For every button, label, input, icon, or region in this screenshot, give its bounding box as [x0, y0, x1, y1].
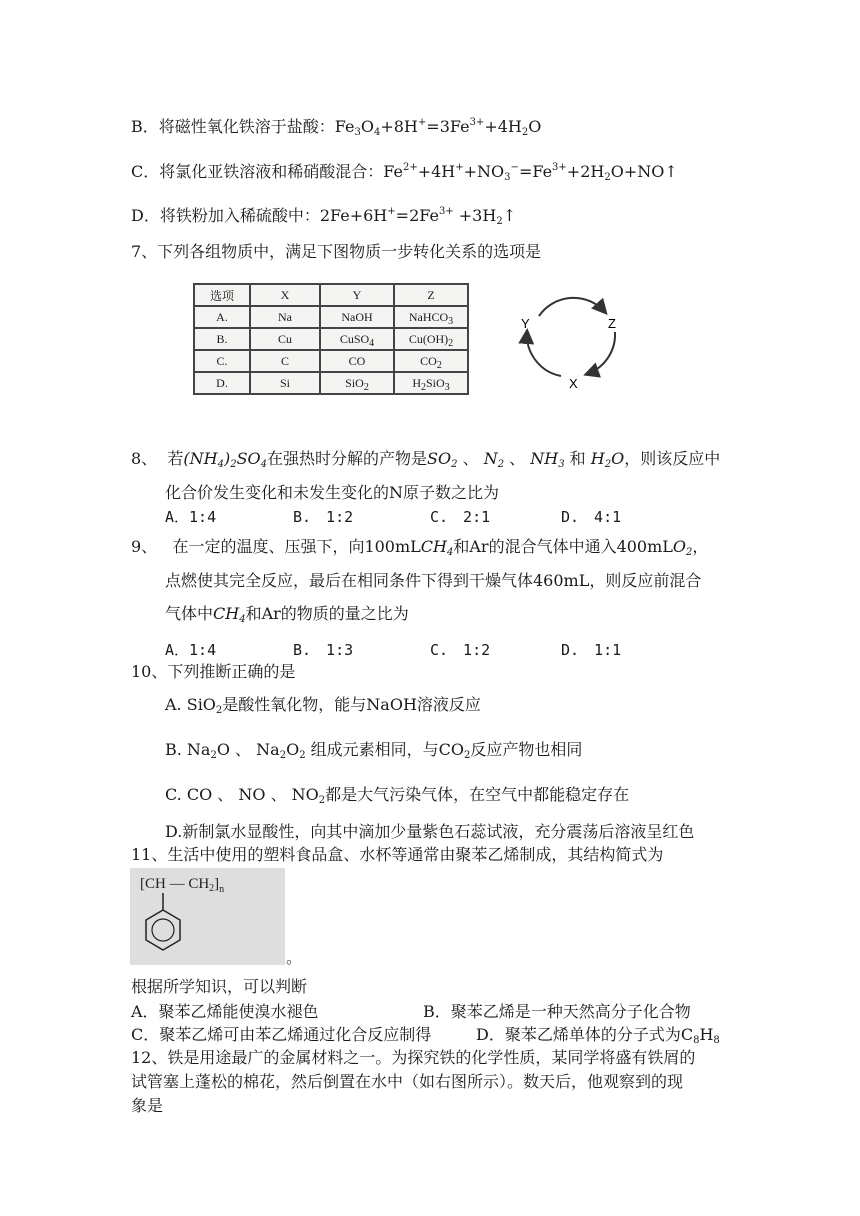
q11-option-b: B．聚苯乙烯是一种天然高分子化合物 — [423, 1002, 691, 1021]
benzene-ring-structure — [130, 868, 285, 965]
structure-formula: [CH — $CH_2]_n$ — [140, 876, 225, 895]
table-header-row — [194, 284, 468, 306]
table-cell: C. — [194, 350, 250, 372]
q8-line2: 化合价发生变化和未发生变化的N原子数之比为 — [165, 483, 500, 502]
table-header-cell: X — [250, 284, 320, 306]
q11-option-c: C．聚苯乙烯可由苯乙烯通过化合反应制得 — [131, 1025, 432, 1044]
q9-option-d: D. 1:1 — [561, 641, 622, 659]
table-cell: NaHCO$_3$ — [394, 306, 468, 328]
q8-text-b: 在强热时分解的产物是 — [267, 449, 428, 468]
q10-stem: 10、下列推断正确的是 — [131, 662, 296, 681]
node-y-label: Y — [521, 316, 530, 331]
q12-line1: 12、铁是用途最广的金属材料之一。为探究铁的化学性质，某同学将盛有铁屑的 — [131, 1048, 696, 1067]
q11-option-a: A．聚苯乙烯能使溴水褪色 — [131, 1002, 319, 1021]
q9-options — [165, 640, 625, 660]
table-cell: Cu — [250, 328, 320, 350]
q8-text-a: 若 — [167, 449, 184, 468]
table-cell: Si — [250, 372, 320, 394]
q10-option-c: C. CO 、 NO 、 $NO_2$都是大气污染气体，在空气中都能稳定存在 — [165, 785, 630, 806]
q6-option-d — [131, 206, 516, 226]
q6-b-text: B．将磁性氧化铁溶于盐酸： — [131, 117, 335, 136]
q7-stem: 7、下列各组物质中，满足下图物质一步转化关系的选项是 — [131, 242, 542, 261]
q6-c-text: C．将氯化亚铁溶液和稀硝酸混合： — [131, 162, 384, 181]
node-z-label: Z — [608, 316, 616, 331]
q9-option-c: C. 1:2 — [430, 641, 491, 659]
benzene-ring — [146, 910, 180, 950]
table-row — [194, 350, 468, 372]
q12-line3: 象是 — [131, 1096, 164, 1115]
conversion-cycle-diagram — [505, 288, 640, 396]
table-cell: A. — [194, 306, 250, 328]
q11-end-mark: 。 — [286, 948, 303, 967]
table-cell: NaOH — [320, 306, 394, 328]
q9-line1: 9、 在一定的温度、压强下，向100mLCH$_4$和Ar的混合气体中通入400mLO$_2$， — [131, 537, 709, 558]
table-cell: Na — [250, 306, 320, 328]
table-cell: C — [250, 350, 320, 372]
q6-b-equation: $Fe_3O_4+8H^+=3Fe^{3+}+4H_2O$ — [334, 117, 542, 138]
table-cell: D. — [194, 372, 250, 394]
table-header-cell: Y — [320, 284, 394, 306]
q8-option-b: B. 1:2 — [293, 508, 354, 526]
q10-option-d: D.新制氯水显酸性，向其中滴加少量紫色石蕊试液，充分震荡后溶液呈红色 — [165, 822, 695, 841]
table-row — [194, 306, 468, 328]
q11-stem: 11、生活中使用的塑料食品盒、水杯等通常由聚苯乙烯制成，其结构简式为 — [131, 845, 664, 864]
q9-option-a: A．1:4 — [165, 641, 217, 659]
q8-products: $SO_2$ — [427, 449, 458, 470]
table-header-cell: Z — [394, 284, 468, 306]
table-row — [194, 328, 468, 350]
table-cell: $Cu(OH)_2$ — [394, 328, 468, 350]
table-cell: $H_2SiO_3$ — [394, 372, 468, 394]
q7-options-table — [193, 283, 469, 395]
q8-option-c: C. 2:1 — [430, 508, 491, 526]
q6-option-c — [131, 162, 678, 182]
q11-option-d: D．聚苯乙烯单体的分子式为$C_8H_8$ — [476, 1025, 720, 1046]
q11-lead: 根据所学知识，可以判断 — [131, 977, 308, 996]
arrow-z-to-x — [587, 332, 615, 374]
arrow-y-to-z — [539, 298, 605, 316]
q8-option-d: D. 4:1 — [561, 508, 622, 526]
table-header-cell: 选项 — [194, 284, 250, 306]
q8-formula: $(NH_4)_2SO_4$ — [183, 449, 268, 470]
table-cell: $CO_2$ — [394, 350, 468, 372]
q9-line2: 点燃使其完全反应，最后在相同条件下得到干燥气体460mL，则反应前混合 — [165, 571, 702, 590]
arrow-x-to-y — [527, 332, 561, 376]
q8-option-a: A．1:4 — [165, 508, 217, 526]
polystyrene-structure-image — [130, 868, 285, 965]
q10-option-b: B. $Na_2O$ 、 $Na_2O_2$ 组成元素相同，与$CO_2$反应产物也相同 — [165, 740, 583, 761]
table-cell: CuSO$_4$ — [320, 328, 394, 350]
q10-option-a: A. SiO$_2$是酸性氧化物，能与NaOH溶液反应 — [165, 695, 481, 716]
q12-line2: 试管塞上蓬松的棉花，然后倒置在水中（如右图所示）。数天后，他观察到的现 — [131, 1072, 684, 1091]
q6-c-equation: $Fe^{2+}+4H^++NO_3^-=Fe^{3+}+2H_2O+NO↑$ — [383, 162, 678, 183]
q9-line3: 气体中$CH_4$和Ar的物质的量之比为 — [165, 604, 409, 625]
q6-d-equation: $2Fe+6H^+=2Fe^{3+}$ $+3H_2↑$ — [319, 206, 517, 227]
q8-options — [165, 507, 625, 527]
table-cell: B. — [194, 328, 250, 350]
node-x-label: X — [569, 376, 578, 391]
table-cell: SiO$_2$ — [320, 372, 394, 394]
q6-option-b — [131, 117, 541, 137]
table-row — [194, 372, 468, 394]
q8-line1: 8、 若$(NH_4)_2SO_4$在强热时分解的产物是$SO_2$ 、 $N_2$ 、 $NH_3$ 和 $H_2O$，则该反应中 — [131, 449, 721, 470]
q8-text-c: ，则该反应中 — [624, 449, 721, 468]
q8-number: 8、 — [131, 449, 158, 468]
q6-d-text: D．将铁粉加入稀硫酸中： — [131, 206, 320, 225]
table-cell: CO — [320, 350, 394, 372]
aromatic-circle — [152, 919, 174, 941]
q9-option-b: B. 1:3 — [293, 641, 354, 659]
